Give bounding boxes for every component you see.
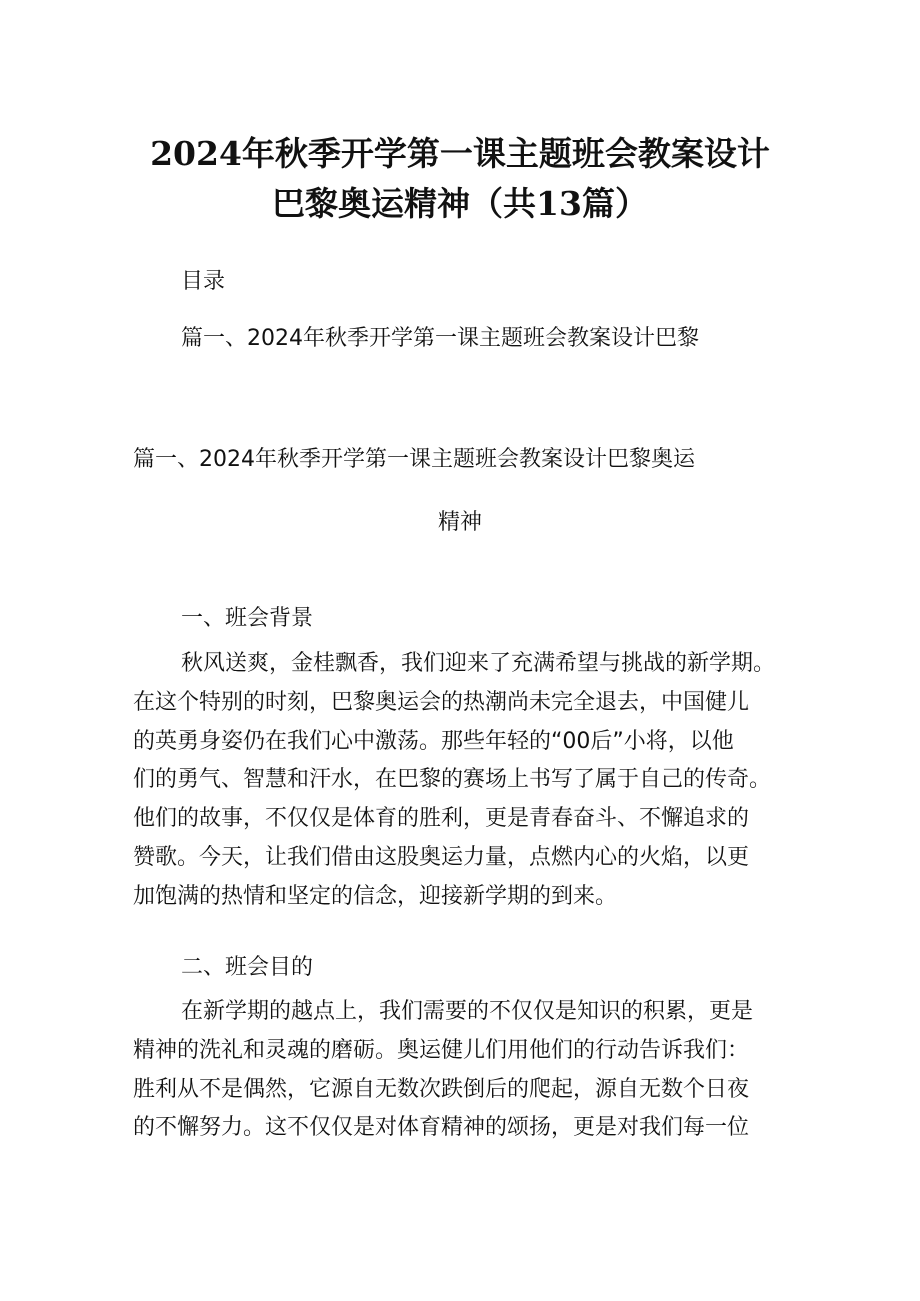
section-heading-purpose: 二、班会目的 <box>181 955 314 980</box>
document-title-line-2: 巴黎奥运精神（共13篇） <box>272 184 648 223</box>
section-heading-background: 一、班会背景 <box>181 606 314 631</box>
paragraph-line: 的英勇身姿仍在我们心中激荡。那些年轻的“00后”小将，以他 <box>133 728 734 754</box>
section-paragraph-purpose <box>133 993 789 1148</box>
paragraph-line: 加饱满的热情和坚定的信念，迎接新学期的到来。 <box>133 883 618 909</box>
toc-entry-1[interactable]: 篇一、2024年秋季开学第一课主题班会教案设计巴黎 <box>181 326 699 351</box>
section-paragraph-background <box>133 645 789 917</box>
paragraph-line: 胜利从不是偶然，它源自无数次跌倒后的爬起，源自无数个日夜 <box>133 1076 750 1102</box>
paragraph-line: 赞歌。今天，让我们借由这股奥运力量，点燃内心的火焰，以更 <box>133 844 750 870</box>
paragraph-line: 精神的洗礼和灵魂的磨砺。奥运健儿们用他们的行动告诉我们： <box>133 1037 750 1063</box>
paragraph-line: 在这个特别的时刻，巴黎奥运会的热潮尚未完全退去，中国健儿 <box>133 689 750 715</box>
chapter-heading-line-2: 精神 <box>437 510 482 535</box>
paragraph-line: 们的勇气、智慧和汗水，在巴黎的赛场上书写了属于自己的传奇。 <box>133 767 772 793</box>
document-title-line-1: 2024年秋季开学第一课主题班会教案设计 <box>150 134 770 173</box>
chapter-heading-line-1: 篇一、2024年秋季开学第一课主题班会教案设计巴黎奥运 <box>133 447 695 472</box>
paragraph-line: 在新学期的越点上，我们需要的不仅仅是知识的积累，更是 <box>181 999 754 1024</box>
paragraph-line: 的不懈努力。这不仅仅是对体育精神的颂扬，更是对我们每一位 <box>133 1115 750 1141</box>
toc-heading: 目录 <box>181 269 226 294</box>
paragraph-line: 秋风送爽，金桂飘香，我们迎来了充满希望与挑战的新学期。 <box>181 651 776 676</box>
paragraph-line: 他们的故事，不仅仅是体育的胜利，更是青春奋斗、不懈追求的 <box>133 806 750 832</box>
